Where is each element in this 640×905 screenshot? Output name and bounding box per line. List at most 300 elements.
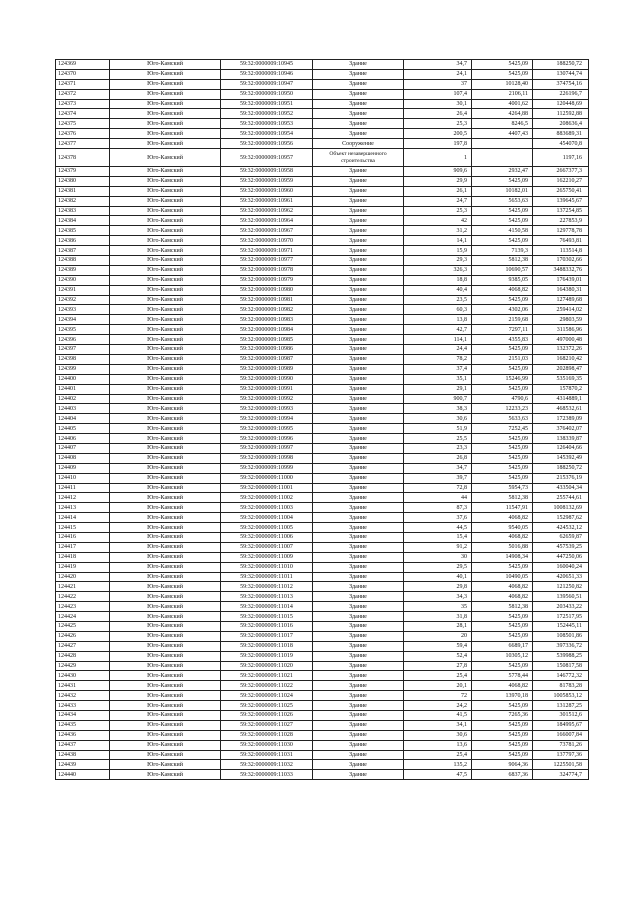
cell-district: Юго-Камский [110, 651, 221, 661]
cell-object-type: Здание [313, 453, 404, 463]
table-row [56, 325, 589, 335]
cell-cadastral-value: 457539,25 [533, 542, 589, 552]
cell-district: Юго-Камский [110, 542, 221, 552]
cell-specific-value: 4150,58 [472, 226, 533, 236]
cell-cadastral-number: 59:32:0000009:11000 [221, 473, 313, 483]
cell-cadastral-number: 59:32:0000009:10992 [221, 394, 313, 404]
cell-district: Юго-Камский [110, 572, 221, 582]
cell-cadastral-number: 59:32:0000009:11015 [221, 612, 313, 622]
table-row [56, 206, 589, 216]
cell-cadastral-value: 324774,7 [533, 770, 589, 780]
cell-row-number: 124428 [56, 651, 110, 661]
cell-area: 52,4 [404, 651, 472, 661]
cell-cadastral-value: 259414,02 [533, 305, 589, 315]
cell-district: Юго-Камский [110, 216, 221, 226]
cell-cadastral-value: 130744,74 [533, 69, 589, 79]
cell-cadastral-number: 59:32:0000009:10996 [221, 434, 313, 444]
cell-object-type: Здание [313, 760, 404, 770]
cell-area: 30 [404, 552, 472, 562]
cell-area: 15,4 [404, 532, 472, 542]
cell-district: Юго-Камский [110, 129, 221, 139]
cell-cadastral-value: 146772,32 [533, 671, 589, 681]
table-row [56, 149, 589, 167]
table-row [56, 119, 589, 129]
cell-cadastral-number: 59:32:0000009:11003 [221, 503, 313, 513]
cell-specific-value: 5954,73 [472, 483, 533, 493]
cell-cadastral-number: 59:32:0000009:10979 [221, 275, 313, 285]
cell-specific-value: 5812,38 [472, 602, 533, 612]
table-row [56, 69, 589, 79]
cell-area: 29,3 [404, 256, 472, 266]
cell-area: 44 [404, 493, 472, 503]
cell-specific-value: 2932,47 [472, 167, 533, 177]
cell-object-type: Здание [313, 167, 404, 177]
cell-district: Юго-Камский [110, 285, 221, 295]
cell-object-type: Здание [313, 661, 404, 671]
cell-cadastral-number: 59:32:0000009:10989 [221, 364, 313, 374]
cell-district: Юго-Камский [110, 374, 221, 384]
cell-row-number: 124381 [56, 186, 110, 196]
cell-district: Юго-Камский [110, 206, 221, 216]
cell-cadastral-number: 59:32:0000009:10954 [221, 129, 313, 139]
cell-cadastral-number: 59:32:0000009:11014 [221, 602, 313, 612]
cell-specific-value: 5425,09 [472, 69, 533, 79]
cell-cadastral-number: 59:32:0000009:10956 [221, 139, 313, 149]
cell-area: 42 [404, 216, 472, 226]
cell-cadastral-value: 255744,61 [533, 493, 589, 503]
cell-object-type: Здание [313, 641, 404, 651]
cell-object-type: Здание [313, 335, 404, 345]
cell-object-type: Здание [313, 572, 404, 582]
cell-district: Юго-Камский [110, 149, 221, 167]
cell-district: Юго-Камский [110, 167, 221, 177]
table-row [56, 701, 589, 711]
cell-cadastral-number: 59:32:0000009:10977 [221, 256, 313, 266]
table-row [56, 532, 589, 542]
cell-object-type: Здание [313, 315, 404, 325]
cell-cadastral-number: 59:32:0000009:10970 [221, 236, 313, 246]
cell-specific-value: 5425,09 [472, 453, 533, 463]
cell-row-number: 124369 [56, 60, 110, 70]
cell-specific-value: 5425,09 [472, 730, 533, 740]
table-row [56, 256, 589, 266]
cell-object-type: Здание [313, 493, 404, 503]
table-row [56, 513, 589, 523]
cell-row-number: 124419 [56, 562, 110, 572]
cell-cadastral-value: 172517,95 [533, 612, 589, 622]
cell-object-type: Здание [313, 89, 404, 99]
cell-row-number: 124388 [56, 256, 110, 266]
cell-row-number: 124392 [56, 295, 110, 305]
table-row [56, 167, 589, 177]
cell-cadastral-number: 59:32:0000009:10983 [221, 315, 313, 325]
cell-object-type: Здание [313, 394, 404, 404]
table-row [56, 582, 589, 592]
table-row [56, 265, 589, 275]
cell-area: 37 [404, 79, 472, 89]
cell-cadastral-value: 1008132,69 [533, 503, 589, 513]
cell-object-type: Здание [313, 60, 404, 70]
cell-area: 31,8 [404, 612, 472, 622]
cell-area: 72,8 [404, 483, 472, 493]
table-row [56, 196, 589, 206]
cell-cadastral-number: 59:32:0000009:11028 [221, 730, 313, 740]
cell-district: Юго-Камский [110, 592, 221, 602]
cell-district: Юго-Камский [110, 354, 221, 364]
cell-object-type: Здание [313, 176, 404, 186]
cell-cadastral-number: 59:32:0000009:10951 [221, 99, 313, 109]
cell-specific-value: 11547,91 [472, 503, 533, 513]
cell-row-number: 124432 [56, 691, 110, 701]
cell-area: 114,1 [404, 335, 472, 345]
cell-cadastral-number: 59:32:0000009:11006 [221, 532, 313, 542]
cell-row-number: 124379 [56, 167, 110, 177]
cell-district: Юго-Камский [110, 493, 221, 503]
cell-row-number: 124376 [56, 129, 110, 139]
cell-object-type: Здание [313, 325, 404, 335]
table-row [56, 394, 589, 404]
cell-row-number: 124398 [56, 354, 110, 364]
cell-specific-value: 6689,17 [472, 641, 533, 651]
cell-district: Юго-Камский [110, 661, 221, 671]
cell-specific-value: 5425,09 [472, 720, 533, 730]
cell-row-number: 124438 [56, 750, 110, 760]
cell-district: Юго-Камский [110, 414, 221, 424]
cell-cadastral-value: 145392,49 [533, 453, 589, 463]
cell-object-type: Здание [313, 384, 404, 394]
cell-district: Юго-Камский [110, 404, 221, 414]
cell-object-type: Здание [313, 226, 404, 236]
table-row [56, 404, 589, 414]
cell-area: 34,1 [404, 720, 472, 730]
cell-cadastral-value: 535169,35 [533, 374, 589, 384]
cell-specific-value: 13970,18 [472, 691, 533, 701]
cell-area: 34,7 [404, 463, 472, 473]
cell-cadastral-number: 59:32:0000009:10984 [221, 325, 313, 335]
cell-row-number: 124397 [56, 345, 110, 355]
cell-cadastral-value: 376402,07 [533, 424, 589, 434]
table-row [56, 493, 589, 503]
cell-specific-value: 5425,09 [472, 216, 533, 226]
cell-district: Юго-Камский [110, 750, 221, 760]
table-row [56, 631, 589, 641]
cell-cadastral-number: 59:32:0000009:11001 [221, 483, 313, 493]
cell-object-type: Здание [313, 79, 404, 89]
cell-row-number: 124427 [56, 641, 110, 651]
cell-cadastral-value: 1005853,12 [533, 691, 589, 701]
cell-object-type: Здание [313, 473, 404, 483]
cell-object-type: Здание [313, 434, 404, 444]
cell-cadastral-number: 59:32:0000009:11017 [221, 631, 313, 641]
cell-object-type: Здание [313, 196, 404, 206]
cell-object-type: Сооружение [313, 139, 404, 149]
cell-area: 30,6 [404, 730, 472, 740]
cell-object-type: Здание [313, 186, 404, 196]
cell-cadastral-value: 150817,58 [533, 661, 589, 671]
table-row [56, 315, 589, 325]
cell-area: 30,1 [404, 99, 472, 109]
cell-cadastral-value: 73781,26 [533, 740, 589, 750]
cell-specific-value: 9064,36 [472, 760, 533, 770]
cell-specific-value: 5425,09 [472, 206, 533, 216]
cell-area: 31,2 [404, 226, 472, 236]
cell-row-number: 124439 [56, 760, 110, 770]
cell-cadastral-number: 59:32:0000009:11013 [221, 592, 313, 602]
cell-district: Юго-Камский [110, 305, 221, 315]
cell-specific-value: 10305,12 [472, 651, 533, 661]
cell-cadastral-number: 59:32:0000009:10964 [221, 216, 313, 226]
cell-specific-value: 4068,82 [472, 285, 533, 295]
cell-area: 25,5 [404, 434, 472, 444]
cell-cadastral-number: 59:32:0000009:11025 [221, 701, 313, 711]
cell-district: Юго-Камский [110, 443, 221, 453]
cell-specific-value: 5425,09 [472, 473, 533, 483]
cell-cadastral-value: 120448,69 [533, 99, 589, 109]
cell-specific-value: 2151,03 [472, 354, 533, 364]
cell-row-number: 124411 [56, 483, 110, 493]
cell-object-type: Здание [313, 720, 404, 730]
table-row [56, 60, 589, 70]
cell-cadastral-value: 226196,7 [533, 89, 589, 99]
cell-specific-value: 5425,09 [472, 364, 533, 374]
cell-row-number: 124414 [56, 513, 110, 523]
cell-row-number: 124421 [56, 582, 110, 592]
cell-specific-value: 5425,09 [472, 701, 533, 711]
cell-object-type: Здание [313, 681, 404, 691]
table-row [56, 651, 589, 661]
cell-cadastral-number: 59:32:0000009:10946 [221, 69, 313, 79]
cell-district: Юго-Камский [110, 89, 221, 99]
cell-district: Юго-Камский [110, 79, 221, 89]
cell-cadastral-value: 188250,72 [533, 463, 589, 473]
table-row [56, 335, 589, 345]
cell-cadastral-number: 59:32:0000009:10978 [221, 265, 313, 275]
cell-cadastral-number: 59:32:0000009:10980 [221, 285, 313, 295]
cell-area: 35,1 [404, 374, 472, 384]
cell-specific-value: 5778,44 [472, 671, 533, 681]
cell-specific-value: 5425,09 [472, 631, 533, 641]
cell-object-type: Здание [313, 295, 404, 305]
cell-cadastral-value: 3488332,76 [533, 265, 589, 275]
cell-cadastral-number: 59:32:0000009:11004 [221, 513, 313, 523]
cell-specific-value: 5425,09 [472, 443, 533, 453]
cell-district: Юго-Камский [110, 513, 221, 523]
cell-specific-value: 5633,63 [472, 414, 533, 424]
cell-area: 40,1 [404, 572, 472, 582]
cell-district: Юго-Камский [110, 523, 221, 533]
cell-district: Юго-Камский [110, 473, 221, 483]
cell-district: Юго-Камский [110, 621, 221, 631]
cell-cadastral-number: 59:32:0000009:11011 [221, 572, 313, 582]
cell-cadastral-number: 59:32:0000009:11018 [221, 641, 313, 651]
cell-cadastral-value: 301512,6 [533, 711, 589, 721]
cell-row-number: 124424 [56, 612, 110, 622]
cell-district: Юго-Камский [110, 295, 221, 305]
cell-row-number: 124390 [56, 275, 110, 285]
table-row [56, 592, 589, 602]
cell-row-number: 124407 [56, 443, 110, 453]
table-row [56, 453, 589, 463]
table-row [56, 89, 589, 99]
cell-object-type: Здание [313, 305, 404, 315]
cell-cadastral-number: 59:32:0000009:10987 [221, 354, 313, 364]
cell-area: 29,1 [404, 384, 472, 394]
cell-area: 29,8 [404, 582, 472, 592]
cell-area: 37,4 [404, 364, 472, 374]
table-row [56, 434, 589, 444]
cell-specific-value: 5425,09 [472, 384, 533, 394]
cell-row-number: 124401 [56, 384, 110, 394]
cadastral-value-table [55, 59, 589, 780]
table-row [56, 602, 589, 612]
cell-area: 35 [404, 602, 472, 612]
cell-row-number: 124380 [56, 176, 110, 186]
cell-area: 59,4 [404, 641, 472, 651]
cell-object-type: Здание [313, 364, 404, 374]
cell-area: 23,5 [404, 295, 472, 305]
cell-district: Юго-Камский [110, 641, 221, 651]
table-row [56, 740, 589, 750]
table-row [56, 354, 589, 364]
table-row [56, 562, 589, 572]
cell-area: 14,1 [404, 236, 472, 246]
cell-object-type: Здание [313, 119, 404, 129]
table-row [56, 216, 589, 226]
cell-cadastral-number: 59:32:0000009:10998 [221, 453, 313, 463]
cell-specific-value: 10128,40 [472, 79, 533, 89]
cell-object-type: Здание [313, 265, 404, 275]
cell-specific-value: 10490,05 [472, 572, 533, 582]
cell-area: 27,8 [404, 661, 472, 671]
cell-row-number: 124417 [56, 542, 110, 552]
cell-cadastral-value: 454070,8 [533, 139, 589, 149]
cell-area: 13,6 [404, 740, 472, 750]
cell-cadastral-value: 162210,27 [533, 176, 589, 186]
cell-area: 72 [404, 691, 472, 701]
cell-row-number: 124383 [56, 206, 110, 216]
cell-area: 24,4 [404, 345, 472, 355]
table-row [56, 295, 589, 305]
cell-specific-value: 4264,88 [472, 109, 533, 119]
cell-district: Юго-Камский [110, 384, 221, 394]
table-row [56, 186, 589, 196]
table-row [56, 473, 589, 483]
table-row [56, 443, 589, 453]
cell-area: 24,2 [404, 701, 472, 711]
cell-cadastral-number: 59:32:0000009:10947 [221, 79, 313, 89]
cell-cadastral-number: 59:32:0000009:10945 [221, 60, 313, 70]
cell-specific-value: 4068,82 [472, 681, 533, 691]
cell-cadastral-number: 59:32:0000009:10953 [221, 119, 313, 129]
cell-area: 20,1 [404, 681, 472, 691]
table-row [56, 364, 589, 374]
cell-cadastral-value: 138339,87 [533, 434, 589, 444]
cell-specific-value: 7252,45 [472, 424, 533, 434]
cell-object-type: Здание [313, 354, 404, 364]
table-row [56, 79, 589, 89]
cell-cadastral-value: 1225501,58 [533, 760, 589, 770]
cell-area: 200,5 [404, 129, 472, 139]
cell-district: Юго-Камский [110, 315, 221, 325]
cell-row-number: 124437 [56, 740, 110, 750]
table-row [56, 374, 589, 384]
cell-cadastral-value: 433504,34 [533, 483, 589, 493]
cell-row-number: 124393 [56, 305, 110, 315]
cell-row-number: 124387 [56, 246, 110, 256]
cell-object-type: Здание [313, 236, 404, 246]
cell-cadastral-value: 215376,19 [533, 473, 589, 483]
table-row [56, 305, 589, 315]
cell-area: 25,4 [404, 671, 472, 681]
cell-object-type: Здание [313, 592, 404, 602]
cell-area: 29,9 [404, 176, 472, 186]
table-row [56, 552, 589, 562]
cell-cadastral-value: 160040,24 [533, 562, 589, 572]
cell-cadastral-number: 59:32:0000009:10950 [221, 89, 313, 99]
table-row [56, 414, 589, 424]
cell-cadastral-number: 59:32:0000009:11019 [221, 651, 313, 661]
table-row [56, 246, 589, 256]
cell-district: Юго-Камский [110, 532, 221, 542]
cell-district: Юго-Камский [110, 424, 221, 434]
cell-object-type: Здание [313, 414, 404, 424]
cell-specific-value: 4068,82 [472, 582, 533, 592]
cell-row-number: 124386 [56, 236, 110, 246]
cell-specific-value: 5425,09 [472, 612, 533, 622]
cell-specific-value: 5425,09 [472, 236, 533, 246]
table-row [56, 691, 589, 701]
cell-area: 25,4 [404, 750, 472, 760]
cell-cadastral-value: 113514,8 [533, 246, 589, 256]
cell-row-number: 124391 [56, 285, 110, 295]
cell-specific-value: 8246,5 [472, 119, 533, 129]
cell-cadastral-number: 59:32:0000009:11010 [221, 562, 313, 572]
cell-specific-value: 4068,82 [472, 592, 533, 602]
cell-object-type: Здание [313, 69, 404, 79]
cell-specific-value: 4407,43 [472, 129, 533, 139]
cell-cadastral-number: 59:32:0000009:10961 [221, 196, 313, 206]
cell-cadastral-value: 152987,62 [533, 513, 589, 523]
cell-district: Юго-Камский [110, 740, 221, 750]
cell-row-number: 124374 [56, 109, 110, 119]
cell-specific-value: 7265,36 [472, 711, 533, 721]
cell-cadastral-value: 168210,42 [533, 354, 589, 364]
cell-specific-value: 5425,09 [472, 434, 533, 444]
cell-cadastral-number: 59:32:0000009:11012 [221, 582, 313, 592]
cell-area: 28,1 [404, 621, 472, 631]
cell-area: 47,5 [404, 770, 472, 780]
table-row [56, 681, 589, 691]
cell-object-type: Здание [313, 246, 404, 256]
table-row [56, 109, 589, 119]
cell-specific-value: 5425,09 [472, 621, 533, 631]
cell-cadastral-value: 132372,26 [533, 345, 589, 355]
cell-object-type: Здание [313, 374, 404, 384]
table-row [56, 176, 589, 186]
cell-cadastral-number: 59:32:0000009:10967 [221, 226, 313, 236]
cell-area: 20 [404, 631, 472, 641]
cell-district: Юго-Камский [110, 265, 221, 275]
cell-object-type: Здание [313, 552, 404, 562]
cell-cadastral-number: 59:32:0000009:10990 [221, 374, 313, 384]
cell-specific-value: 4001,62 [472, 99, 533, 109]
table-row [56, 384, 589, 394]
cell-cadastral-value: 883689,31 [533, 129, 589, 139]
cell-specific-value: 4790,6 [472, 394, 533, 404]
cell-row-number: 124426 [56, 631, 110, 641]
cell-cadastral-number: 59:32:0000009:11005 [221, 523, 313, 533]
cell-cadastral-value: 4314889,1 [533, 394, 589, 404]
